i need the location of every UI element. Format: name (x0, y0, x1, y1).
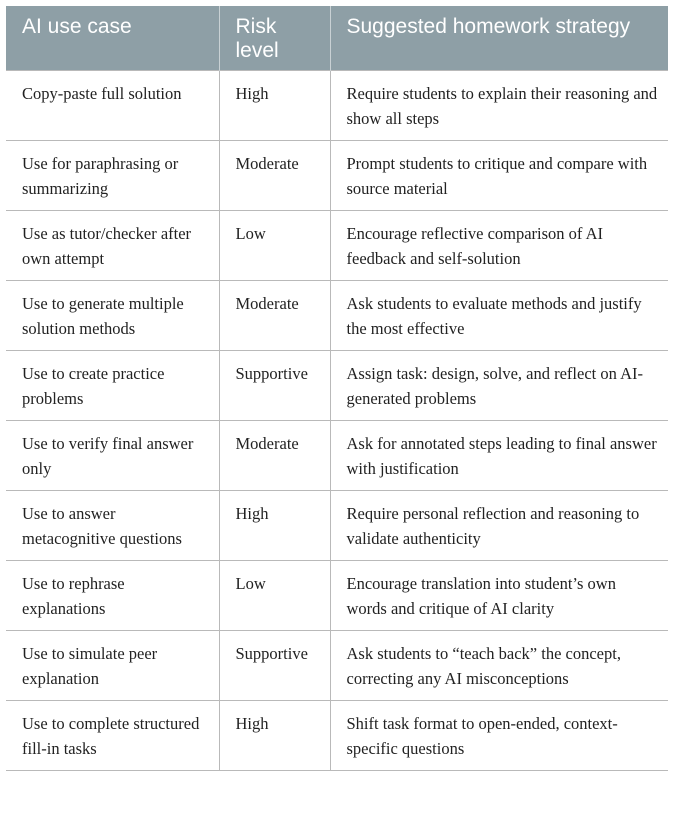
cell-risk-level: Low (219, 211, 330, 281)
table-header-row (6, 6, 668, 71)
cell-use-case: Use for paraphrasing or summarizing (6, 141, 219, 211)
cell-risk-level: High (219, 71, 330, 141)
table-row (6, 491, 668, 561)
cell-strategy: Require students to explain their reasoning and show all steps (330, 71, 668, 141)
table-row (6, 701, 668, 771)
cell-risk-level: High (219, 491, 330, 561)
header-risk-level: Risk level (219, 6, 330, 71)
table-row (6, 141, 668, 211)
table-row (6, 281, 668, 351)
cell-risk-level: Supportive (219, 631, 330, 701)
cell-use-case: Use to rephrase explanations (6, 561, 219, 631)
cell-risk-level: High (219, 701, 330, 771)
table-row (6, 211, 668, 281)
cell-strategy: Shift task format to open-ended, context-specific questions (330, 701, 668, 771)
ai-use-case-table (6, 6, 668, 771)
cell-risk-level: Low (219, 561, 330, 631)
header-use-case: AI use case (6, 6, 219, 71)
cell-risk-level: Moderate (219, 281, 330, 351)
cell-risk-level: Supportive (219, 351, 330, 421)
cell-strategy: Ask for annotated steps leading to final answer with justification (330, 421, 668, 491)
cell-use-case: Use to complete structured fill-in tasks (6, 701, 219, 771)
cell-strategy: Ask students to evaluate methods and justify the most effective (330, 281, 668, 351)
cell-use-case: Use to answer metacognitive questions (6, 491, 219, 561)
cell-use-case: Use as tutor/checker after own attempt (6, 211, 219, 281)
table-row (6, 71, 668, 141)
cell-strategy: Ask students to “teach back” the concept, correcting any AI misconceptions (330, 631, 668, 701)
table-row (6, 421, 668, 491)
cell-risk-level: Moderate (219, 141, 330, 211)
cell-strategy: Encourage reflective comparison of AI feedback and self-solution (330, 211, 668, 281)
cell-use-case: Copy-paste full solution (6, 71, 219, 141)
cell-risk-level: Moderate (219, 421, 330, 491)
table-row (6, 631, 668, 701)
cell-strategy: Require personal reflection and reasoning to validate authenticity (330, 491, 668, 561)
cell-strategy: Encourage translation into student’s own words and critique of AI clarity (330, 561, 668, 631)
cell-strategy: Assign task: design, solve, and reflect on AI-generated problems (330, 351, 668, 421)
cell-use-case: Use to simulate peer explanation (6, 631, 219, 701)
cell-strategy: Prompt students to critique and compare with source material (330, 141, 668, 211)
cell-use-case: Use to verify final answer only (6, 421, 219, 491)
table-row (6, 561, 668, 631)
header-strategy: Suggested homework strategy (330, 6, 668, 71)
cell-use-case: Use to create practice problems (6, 351, 219, 421)
cell-use-case: Use to generate multiple solution methods (6, 281, 219, 351)
table-row (6, 351, 668, 421)
